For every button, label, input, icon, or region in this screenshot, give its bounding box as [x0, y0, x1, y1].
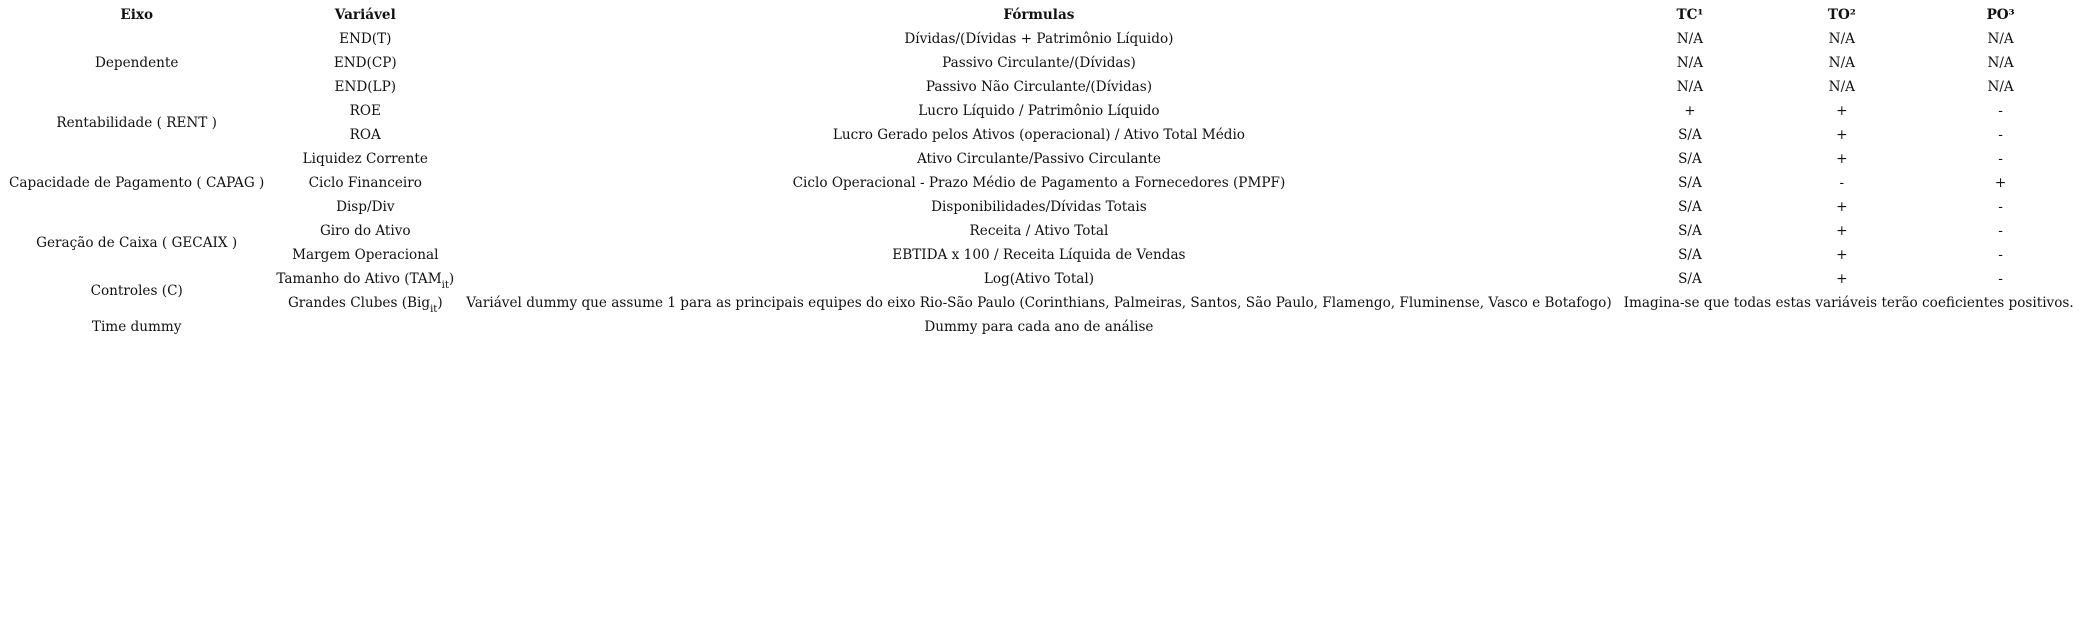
cell-po: -: [1998, 223, 2003, 239]
header-formulas: Fórmulas: [1003, 7, 1075, 23]
cell-variavel: Disp/Div: [336, 199, 395, 215]
cell-po-empty: [1921, 315, 2079, 339]
cell-to: +: [1836, 271, 1848, 287]
cell-variavel: END(CP): [333, 55, 397, 71]
cell-to: -: [1839, 175, 1845, 191]
cell-po: -: [1998, 271, 2003, 287]
cell-formula: Ativo Circulante/Passivo Circulante: [916, 151, 1161, 167]
cell-tc: N/A: [1676, 55, 1704, 71]
cell-tc: S/A: [1678, 151, 1702, 167]
cell-tc: S/A: [1678, 223, 1702, 239]
cell-formula: EBTIDA x 100 / Receita Líquida de Vendas: [892, 247, 1186, 263]
cell-to: N/A: [1828, 55, 1855, 71]
cell-variavel: Liquidez Corrente: [302, 151, 428, 167]
cell-variavel: ROA: [349, 127, 381, 143]
group-time: Time dummy: [91, 319, 182, 335]
cell-po: -: [1998, 247, 2003, 263]
table-row: [3, 51, 2080, 75]
cell-formula: Lucro Líquido / Patrimônio Líquido: [918, 103, 1160, 119]
table-row: [3, 171, 2080, 195]
group-controles: Controles (C): [90, 283, 183, 299]
cell-po: -: [1998, 127, 2003, 143]
cell-to: +: [1836, 127, 1848, 143]
cell-tc-empty: [1618, 315, 1763, 339]
table-row: [3, 267, 2080, 291]
table-row: [3, 315, 2080, 339]
cell-variavel-empty: [270, 315, 460, 339]
group-capag: Capacidade de Pagamento ( CAPAG ): [9, 175, 265, 191]
cell-to: +: [1836, 199, 1848, 215]
cell-variavel: Margem Operacional: [292, 247, 439, 263]
header-tc: TC¹: [1676, 7, 1704, 23]
cell-formula: Passivo Não Circulante/(Dívidas): [925, 79, 1153, 95]
cell-formula: Dummy para cada ano de análise: [924, 319, 1154, 335]
table-header-row: [3, 5, 2080, 27]
variables-table: [3, 5, 2080, 339]
table-row: [3, 195, 2080, 219]
cell-to: N/A: [1828, 31, 1855, 47]
header-to: TO²: [1827, 7, 1856, 23]
cell-variavel: END(LP): [334, 79, 397, 95]
cell-variavel: [270, 291, 460, 315]
cell-to: N/A: [1828, 79, 1855, 95]
cell-formula: Dívidas/(Dívidas + Patrimônio Líquido): [904, 31, 1174, 47]
cell-po: +: [1994, 175, 2007, 191]
header-po: PO³: [1986, 7, 2015, 23]
cell-formula: Lucro Gerado pelos Ativos (operacional) / Ativo Total Médio: [832, 127, 1245, 143]
cell-po: -: [1998, 103, 2003, 119]
cell-po: -: [1998, 151, 2003, 167]
variavel-suffix: ): [437, 295, 443, 311]
cell-tc: N/A: [1676, 31, 1704, 47]
cell-po: N/A: [1987, 79, 2014, 95]
cell-variavel: [270, 267, 460, 291]
cell-po: -: [1998, 199, 2003, 215]
table-row: [3, 291, 2080, 315]
table-row: [3, 27, 2080, 51]
header-variavel: Variável: [334, 7, 396, 23]
header-eixo: Eixo: [120, 7, 154, 23]
cell-variavel: END(T): [339, 31, 392, 47]
cell-tc: S/A: [1678, 247, 1702, 263]
variavel-subscript: it: [430, 304, 438, 315]
table-row: [3, 147, 2080, 171]
cell-variavel: Ciclo Financeiro: [308, 175, 422, 191]
cell-to: +: [1836, 151, 1848, 167]
cell-tc: S/A: [1678, 127, 1702, 143]
cell-variavel: ROE: [349, 103, 381, 119]
table-row: [3, 219, 2080, 243]
variavel-text: Grandes Clubes (Big: [287, 295, 431, 311]
cell-to: +: [1836, 223, 1848, 239]
cell-formula: Passivo Circulante/(Dívidas): [942, 55, 1136, 71]
cell-formula: Ciclo Operacional - Prazo Médio de Pagamento a Fornecedores (PMPF): [792, 175, 1286, 191]
cell-tc: S/A: [1678, 271, 1702, 287]
cell-variavel: Giro do Ativo: [319, 223, 411, 239]
cell-po: N/A: [1987, 55, 2014, 71]
cell-tc: S/A: [1678, 199, 1702, 215]
variavel-subscript: it: [441, 280, 449, 291]
table-row: [3, 99, 2080, 123]
group-dependente: Dependente: [94, 55, 179, 71]
variavel-text: Tamanho do Ativo (TAM: [276, 271, 442, 287]
cell-note: Imagina-se que todas estas variáveis terão coeficientes positivos.: [1623, 295, 2074, 311]
variavel-suffix: ): [448, 271, 455, 287]
table-row: [3, 123, 2080, 147]
cell-tc: +: [1684, 103, 1696, 119]
cell-tc: N/A: [1676, 79, 1704, 95]
cell-formula: Receita / Ativo Total: [969, 223, 1109, 239]
cell-formula: Log(Ativo Total): [983, 271, 1095, 287]
cell-formula: Disponibilidades/Dívidas Totais: [931, 199, 1147, 215]
cell-tc: S/A: [1678, 175, 1702, 191]
group-gecaix: Geração de Caixa ( GECAIX ): [36, 235, 238, 251]
cell-to-empty: [1762, 315, 1921, 339]
table-row: [3, 243, 2080, 267]
cell-to: +: [1836, 247, 1848, 263]
table-row: [3, 75, 2080, 99]
group-rent: Rentabilidade ( RENT ): [56, 115, 217, 131]
cell-po: N/A: [1987, 31, 2014, 47]
cell-formula: Variável dummy que assume 1 para as principais equipes do eixo Rio-São Paulo (Corinthians, Palmeiras, Santos, São Paulo, Flamengo, Fluminense, Vasco e Botafogo): [466, 295, 1612, 311]
cell-to: +: [1836, 103, 1848, 119]
